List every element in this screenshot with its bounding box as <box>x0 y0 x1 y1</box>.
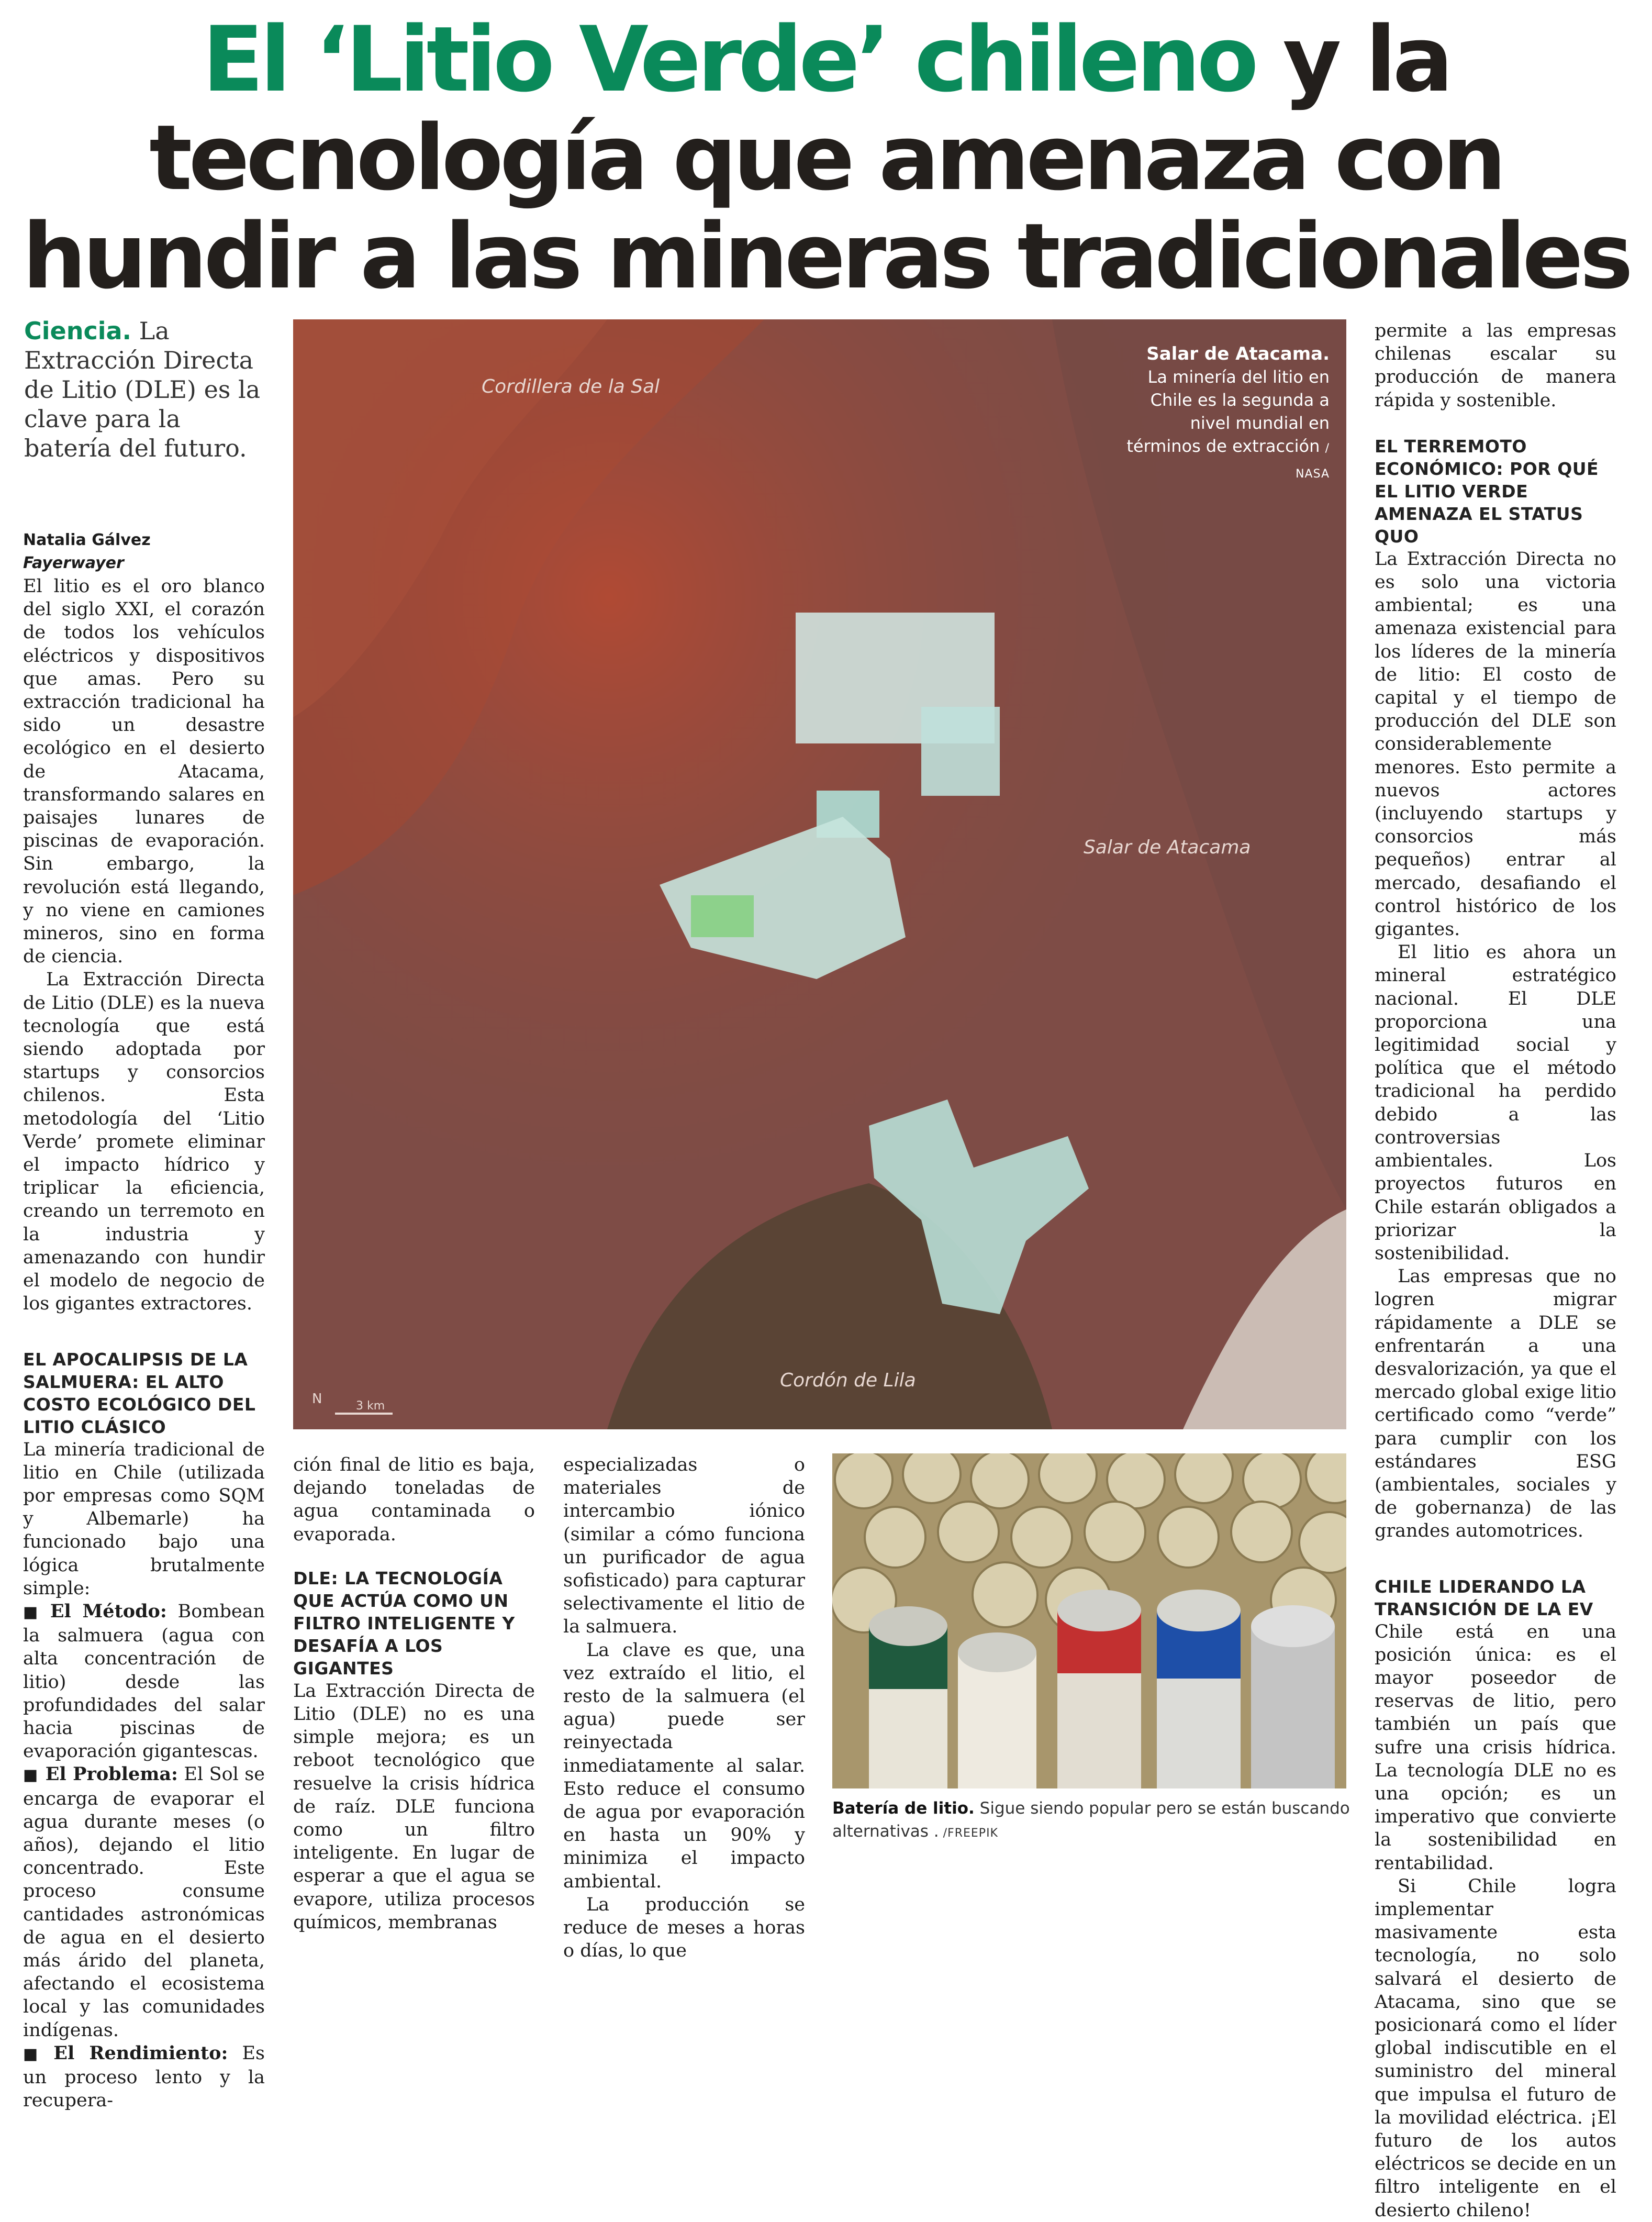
photo-credit: / NASA <box>1296 442 1330 481</box>
paragraph: ción final de litio es baja, dejando toneladas de agua contaminada o evaporada. <box>293 1454 535 1545</box>
bullet-item-problem <box>23 1763 265 2041</box>
satellite-image <box>293 319 1346 1429</box>
photo-credit: /FREEPIK <box>939 1827 998 1840</box>
map-label-salar: Salar de Atacama <box>1084 837 1251 858</box>
bullet-label: ■ El Método: <box>23 1601 167 1622</box>
photo-caption-salar <box>1125 342 1330 486</box>
article-column-4 <box>1375 319 1616 2222</box>
map-label-cordillera: Cordillera de la Sal <box>482 376 660 397</box>
paragraph: La producción se reduce de meses a horas o días, lo que <box>563 1894 805 1962</box>
bullet-item-yield <box>23 2042 265 2113</box>
paragraph: permite a las empresas chilenas escalar su producción de manera rápida y sostenible. <box>1375 320 1616 411</box>
caption-text: La minería del litio en Chile es la segunda a nivel mundial en términos de extracción <box>1126 367 1330 456</box>
bullet-text: Bombean la salmuera (agua con alta concentración de litio) desde las profundidades del salar hacia piscinas de evaporación gigantescas. <box>23 1601 265 1762</box>
paragraph: Si Chile logra implementar masivamente esta tecnología, no solo salvará el desierto de Atacama, sino que se posicionará como el líder global indiscutible en el suministro del mineral que impulsa el futuro de la movilidad eléctrica. ¡El futuro de los autos eléctricos se decide en un filtro inteligente en el desierto chileno! <box>1375 1875 1616 2221</box>
battery-image <box>832 1453 1346 1788</box>
subheading: DLE: LA TECNOLOGÍA QUE ACTÚA COMO UN FILTRO INTELIGENTE Y DESAFÍA A LOS GIGANTES <box>293 1568 515 1679</box>
photo-caption-battery <box>832 1797 1350 1845</box>
headline-line1-rest: y la <box>1255 7 1450 112</box>
paragraph: La Extracción Directa de Litio (DLE) no es una simple mejora; es un reboot tecnológico que resuelve la crisis hídrica de raíz. DLE funciona como un filtro inteligente. En lugar de esperar a que el agua se evapore, utiliza procesos químicos, membranas <box>293 1680 535 1933</box>
bullet-label: ■ El Problema: <box>23 1763 178 1785</box>
map-label-cordon: Cordón de Lila <box>780 1370 916 1391</box>
satellite-photo-salar <box>293 319 1346 1429</box>
bullet-text: Es un proceso lento y la recupera- <box>23 2042 265 2112</box>
section-kicker: Ciencia. <box>24 317 132 345</box>
article-column-2 <box>293 1453 535 1934</box>
paragraph: La clave es que, una vez extraído el litio, el resto de la salmuera (el agua) puede ser reinyectada inmediatamente al salar. Esto reduce el consumo de agua por evaporación en hasta un 90% y minimiza el impacto ambiental. <box>563 1639 805 1892</box>
headline-green-part: El ‘Litio Verde’ chileno <box>202 7 1255 112</box>
lead-deck <box>24 316 270 463</box>
caption-title: Salar de Atacama. <box>1146 343 1330 364</box>
scale-label: 3 km <box>356 1399 385 1413</box>
paragraph: La Extracción Directa de Litio (DLE) es la nueva tecnología que está siendo adoptada por startups y consorcios chilenos. Esta metodología del ‘Litio Verde’ promete eliminar el impacto hídrico y triplicar la eficiencia, creando un terremoto en la industria y amenazando con hundir el modelo de negocio de los gigantes extractores. <box>23 969 265 1315</box>
paragraph: Las empresas que no logren migrar rápidamente a DLE se enfrentarán a una desvalorización, ya que el mercado global exige litio certificado como “verde” para cumplir con los estándares ESG (ambientales, sociales y de gobernanza) de las grandes automotrices. <box>1375 1266 1616 1542</box>
bullet-text: El Sol se encarga de evaporar el agua durante meses (o años), dejando el litio concentrado. Este proceso consume cantidades astronómicas de agua en el desierto más árido del planeta, afectando el ecosistema local y las comunidades indígenas. <box>23 1764 265 2041</box>
bullet-item-method <box>23 1600 265 1763</box>
paragraph: Chile está en una posición única: es el mayor poseedor de reservas de litio, pero también un país que sufre una crisis hídrica. La tecnología DLE no es una opción; es un imperativo que convierte la sostenibilidad en rentabilidad. <box>1375 1621 1616 1874</box>
subheading: CHILE LIDERANDO LA TRANSICIÓN DE LA EV <box>1375 1576 1593 1619</box>
author-name: Natalia Gálvez <box>23 531 151 549</box>
paragraph: especializadas o materiales de intercambio iónico (similar a cómo funciona un purificador de agua sofisticado) para capturar selectivamente el litio de la salmuera. <box>563 1454 805 1638</box>
article-column-1 <box>23 575 265 2112</box>
caption-text: Sigue siendo popular pero se están buscando alternativas . <box>832 1799 1350 1841</box>
subheading: EL TERREMOTO ECONÓMICO: POR QUÉ EL LITIO VERDE AMENAZA EL STATUS QUO <box>1375 436 1599 547</box>
subheading: EL APOCALIPSIS DE LA SALMUERA: EL ALTO COSTO ECOLÓGICO DEL LITIO CLÁSICO <box>23 1349 256 1437</box>
paragraph: El litio es ahora un mineral estratégico nacional. El DLE proporciona una legitimidad social y política que el método tradicional ha perdido debido a las controversias ambientales. Los proyectos futuros en Chile estarán obligados a priorizar la sostenibilidad. <box>1375 942 1616 1264</box>
outlet-name: Fayerwayer <box>23 554 124 572</box>
north-arrow-icon: N <box>312 1391 322 1407</box>
paragraph: La Extracción Directa no es solo una victoria ambiental; es una amenaza existencial para los líderes de la minería de litio: El costo de capital y el tiempo de producción del DLE son considerablemente menores. Esto permite a nuevos actores (incluyendo startups y consorcios más pequeños) entrar al mercado, desafiando el control histórico de los gigantes. <box>1375 548 1616 940</box>
bullet-label: ■ El Rendimiento: <box>23 2042 228 2064</box>
byline <box>23 529 269 575</box>
lead-text: La Extracción Directa de Litio (DLE) es la clave para la batería del futuro. <box>24 317 261 462</box>
caption-title: Batería de litio. <box>832 1799 975 1818</box>
paragraph: La minería tradicional de litio en Chile (utilizada por empresas como SQM y Albemarle) ha funcionado bajo una lógica brutalmente simple: <box>23 1439 265 1599</box>
headline <box>21 7 1631 309</box>
battery-photo <box>832 1453 1346 1788</box>
paragraph: El litio es el oro blanco del siglo XXI, el corazón de todos los vehículos eléctricos y dispositivos que amas. Pero su extracción tradicional ha sido un desastre ecológico en el desierto de Atacama, transformando salares en paisajes lunares de piscinas de evaporación. Sin embargo, la revolución está llegando, y no viene en camiones mineros, sino en forma de ciencia. <box>23 576 265 968</box>
headline-line2: tecnología que amenaza con <box>149 105 1503 210</box>
headline-line3: hundir a las mineras tradicionales <box>22 204 1630 309</box>
article-column-3 <box>563 1453 805 1962</box>
